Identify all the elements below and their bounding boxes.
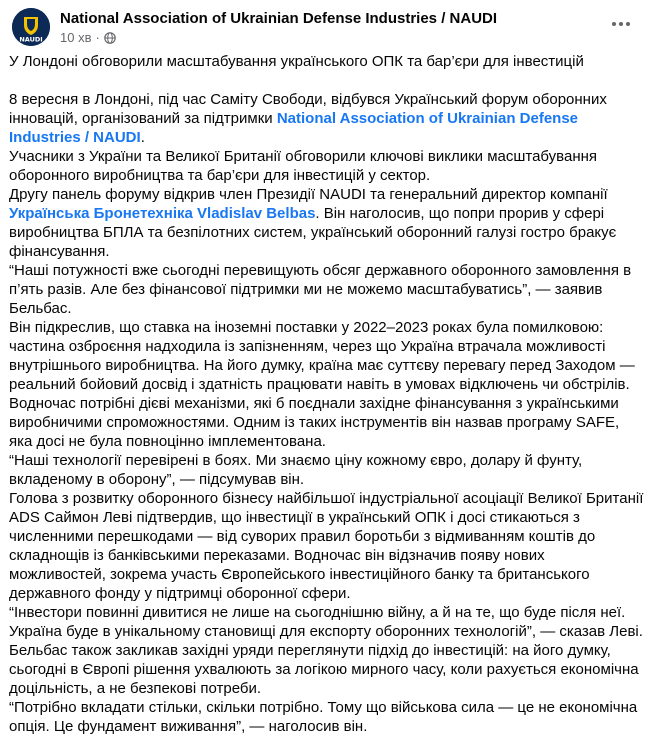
post-headline: У Лондоні обговорили масштабування українського ОПК та бар’єри для інвестицій [9, 53, 584, 70]
paragraph-10: “Потрібно вкладати стільки, скільки потрібно. Тому що військова сила — це не економічна опція. Це фундамент виживання”, — наголосив він. [9, 699, 638, 735]
post-meta [60, 30, 116, 46]
page-avatar[interactable] [12, 8, 50, 46]
paragraph-4: “Наші потужності вже сьогодні перевищують обсяг державного оборонного замовлення в п’ять разів. Але без фінансової підтримки ми не можемо масштабуватись”, — заявив Бельбас. [9, 262, 632, 317]
paragraph-6: “Наші технології перевірені в боях. Ми знаємо ціну кожному євро, долару й фунту, вкладеному в оборону”, — підсумував він. [9, 452, 583, 488]
paragraph-3 [9, 185, 645, 261]
paragraph-9: Бельбас також закликав західні уряди переглянути підхід до інвестицій: на його думку, сьогодні в Європі рішення ухвалюють за логікою мирного часу, коли рахується економічна доцільність, а не безпекові потреби. [9, 642, 639, 697]
paragraph-5: Він підкреслив, що ставка на іноземні поставки у 2022–2023 роках була помилковою: частина озброєння надходила із запізненням, через що Україна втрачала можливості внутрішнього виробництва. На його думку, країна має суттєву перевагу перед Заходом — реальний бойовий досвід і здатність працювати навіть в умовах відключень чи обстрілів. Водночас потрібні дієві механізми, які б поєднали західне фінансування з українськими виробничими спроможностями. Одним із таких інструментів він назвав програму SAFE, яка досі не була повноцінно імплементована. [9, 319, 635, 450]
paragraph-7: Голова з розвитку оборонного бізнесу найбільшої індустріальної асоціації Великої Британії ADS Саймон Леві підтвердив, що інвестиції в український ОПК і досі стикаються з численними перешкодами — від суворих правил боротьби з відмиванням коштів до складнощів із банківськими переказами. Водночас він відзначив появу нових можливостей, зокрема участь Європейського інвестиційного банку та британського державного фонду у підтримці оборонної сфери. [9, 490, 644, 602]
paragraph-1-end: . [140, 129, 145, 146]
avatar-label: NAUDI [19, 35, 43, 44]
paragraph-2: Учасники з України та Великої Британії обговорили ключові виклики масштабування оборонного виробництва та бар’єри для інвестицій у сектор. [9, 148, 598, 184]
post-body [9, 52, 645, 736]
page-name-link[interactable]: National Association of Ukrainian Defense Industries / NAUDI [60, 10, 498, 27]
naudi-mention-link[interactable]: National Association of Ukrainian Defense Industries / NAUDI [9, 110, 579, 146]
paragraph-3-text: Другу панель форуму відкрив член Президії NAUDI та генеральний директор компанії [9, 186, 608, 203]
paragraph-8: “Інвестори повинні дивитися не лише на сьогоднішню війну, а й на те, що буде після неї. Україна буде в унікальному становищі для експорту оборонних технологій”, — сказав Леві. [9, 604, 643, 640]
globe-icon[interactable] [104, 32, 116, 44]
naudi-logo-icon [12, 8, 50, 46]
belbas-mention-link[interactable]: Українська Бронетехніка Vladislav Belbas [9, 205, 316, 222]
paragraph-1-text: 8 вересня в Лондоні, під час Саміту Свободи, відбувся Український форум оборонних інновацій, організований за підтримки [9, 91, 607, 127]
paragraph-3-end: . Він наголосив, що попри прорив у сфері виробництва БПЛА та безпілотних систем, український оборонний галузі гостро бракує фінансування. [9, 205, 617, 260]
more-options-button[interactable] [603, 6, 639, 42]
meta-separator: · [95, 30, 100, 45]
post-timestamp[interactable]: 10 хв [60, 30, 92, 45]
more-options-icon [611, 22, 632, 26]
paragraph-1 [9, 90, 645, 147]
post-header [12, 6, 639, 46]
